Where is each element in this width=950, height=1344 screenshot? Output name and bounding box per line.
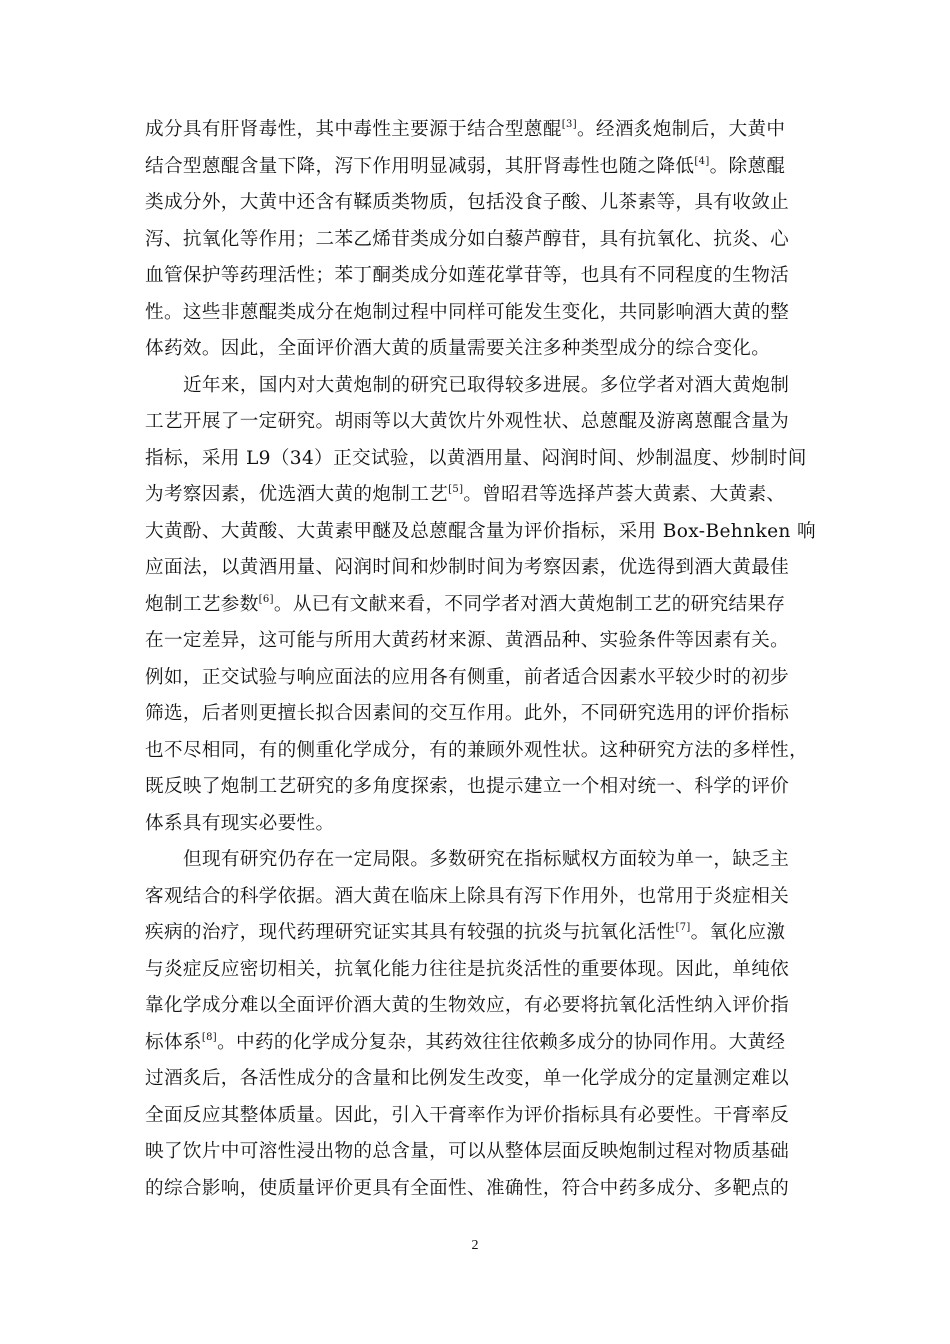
text-run: 标体系 [145, 1031, 202, 1053]
text-line: 靠化学成分难以全面评价酒大黄的生物效应，有必要将抗氧化活性纳入评价指 [145, 995, 790, 1016]
text-line [145, 112, 825, 149]
text-line: 指标，采用 L9（34）正交试验，以黄酒用量、闷润时间、炒制温度、炒制时间 [145, 447, 807, 469]
text-line [145, 587, 825, 624]
text-line: 应面法，以黄酒用量、闷润时间和炒制时间为考察因素，优选得到酒大黄最佳 [145, 557, 790, 578]
citation: [7] [675, 922, 691, 933]
citation: [3] [561, 119, 577, 130]
text-line: 与炎症反应密切相关，抗氧化能力往往是抗炎活性的重要体现。因此，单纯依 [145, 958, 790, 980]
text-run: 结合型蒽醌含量下降，泻下作用明显减弱，其肝肾毒性也随之降低 [145, 155, 695, 177]
text-line: 也不尽相同，有的侧重化学成分，有的兼顾外观性状。这种研究方法的多样性， [145, 739, 809, 761]
text-line: 体系具有现实必要性。 [145, 812, 335, 834]
page-number: 2 [471, 1238, 479, 1253]
citation: [8] [201, 1031, 218, 1043]
text-run: 。经酒炙炮制后，大黄中 [576, 119, 786, 140]
text-line: 体药效。因此，全面评价酒大黄的质量需要关注多种类型成分的综合变化。 [145, 338, 771, 359]
body-text [145, 112, 825, 1207]
citation: [4] [694, 155, 710, 167]
text-line: 例如，正交试验与响应面法的应用各有侧重，前者适合因素水平较少时的初步 [145, 666, 790, 688]
text-run: 。从已有文献来看，不同学者对酒大黄炮制工艺的研究结果存 [273, 593, 786, 615]
text-line: 血管保护等药理活性；苯丁酮类成分如莲花掌苷等，也具有不同程度的生物活 [145, 265, 790, 286]
text-line [145, 915, 825, 952]
text-run: 。曾昭君等选择芦荟大黄素、大黄素、 [463, 484, 786, 505]
text-line: 筛选，后者则更擅长拟合因素间的交互作用。此外，不同研究选用的评价指标 [145, 703, 790, 724]
text-line: 过酒炙后，各活性成分的含量和比例发生改变，单一化学成分的定量测定难以 [145, 1068, 790, 1089]
citation: [6] [258, 593, 274, 605]
paragraph-toxicity-and-components [145, 112, 825, 368]
text-line [145, 477, 825, 514]
text-line: 既反映了炮制工艺研究的多角度探索，也提示建立一个相对统一、科学的评价 [145, 776, 790, 797]
text-run: 成分具有肝肾毒性，其中毒性主要源于结合型蒽醌 [145, 119, 562, 140]
text-line [145, 1025, 825, 1062]
text-run: 。氧化应激 [690, 922, 786, 943]
text-line: 大黄酚、大黄酸、大黄素甲醚及总蒽醌含量为评价指标，采用 Box-Behnken 响 [145, 520, 816, 542]
text-line: 性。这些非蒽醌类成分在炮制过程中同样可能发生变化，共同影响酒大黄的整 [145, 301, 790, 323]
text-run: 。中药的化学成分复杂，其药效往往依赖多成分的协同作用。大黄经 [217, 1031, 786, 1053]
text-line: 全面反应其整体质量。因此，引入干膏率作为评价指标具有必要性。干膏率反 [145, 1104, 790, 1126]
text-line: 在一定差异，这可能与所用大黄药材来源、黄酒品种、实验条件等因素有关。 [145, 630, 790, 651]
text-line: 但现有研究仍存在一定局限。多数研究在指标赋权方面较为单一，缺乏主 [183, 849, 790, 870]
text-line [145, 149, 825, 186]
text-run: 疾病的治疗，现代药理研究证实其具有较强的抗炎与抗氧化活性 [145, 922, 676, 943]
text-line: 的综合影响，使质量评价更具有全面性、准确性，符合中药多成分、多靶点的 [145, 1177, 790, 1199]
citation: [5] [448, 484, 464, 495]
text-line: 映了饮片中可溶性浸出物的总含量，可以从整体层面反映炮制过程对物质基础 [145, 1141, 790, 1162]
text-run: 。除蒽醌 [709, 155, 786, 177]
text-line: 近年来，国内对大黄炮制的研究已取得较多进展。多位学者对酒大黄炮制 [183, 374, 790, 396]
text-run: 为考察因素，优选酒大黄的炮制工艺 [145, 484, 449, 505]
text-line: 客观结合的科学依据。酒大黄在临床上除具有泻下作用外，也常用于炎症相关 [145, 885, 790, 907]
text-run: 炮制工艺参数 [145, 593, 259, 615]
text-line: 泻、抗氧化等作用；二苯乙烯苷类成分如白藜芦醇苷，具有抗氧化、抗炎、心 [145, 228, 790, 250]
paragraph-limitations [145, 842, 825, 1207]
paragraph-processing-research [145, 368, 825, 843]
text-line: 工艺开展了一定研究。胡雨等以大黄饮片外观性状、总蒽醌及游离蒽醌含量为 [145, 411, 790, 432]
text-line: 类成分外，大黄中还含有鞣质类物质，包括没食子酸、儿茶素等，具有收敛止 [145, 192, 790, 213]
